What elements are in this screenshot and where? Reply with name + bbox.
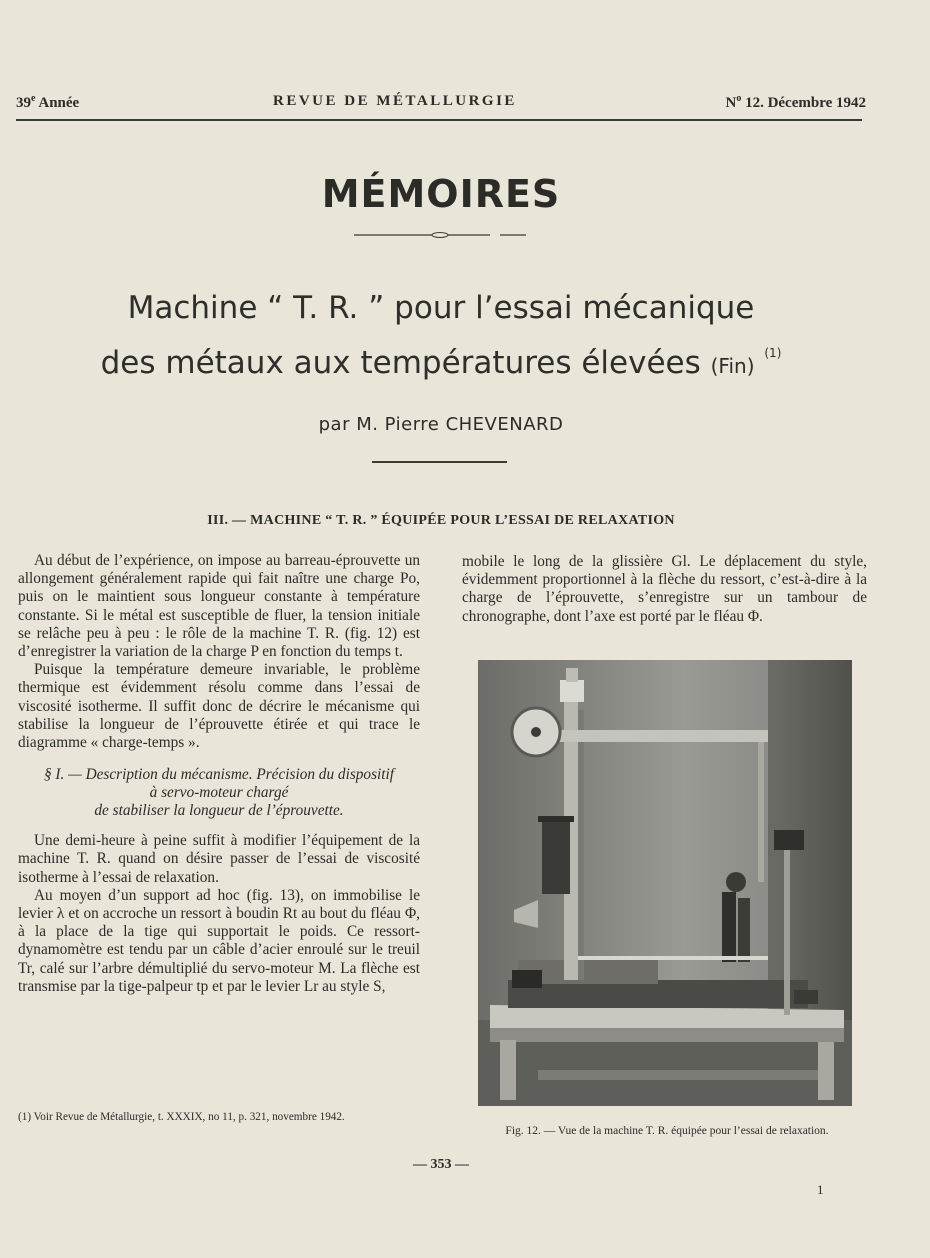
- header-journal: REVUE DE MÉTALLURGIE: [273, 93, 517, 109]
- subsection-heading-line: à servo-moteur chargé: [149, 784, 289, 802]
- corner-mark: 1: [817, 1182, 824, 1197]
- article-title-line1: Machine “ T. R. ” pour l’essai mécanique: [127, 290, 755, 326]
- chapter-heading: III. — MACHINE “ T. R. ” ÉQUIPÉE POUR L’ESSAI DE RELAXATION: [207, 513, 675, 528]
- figure-caption: Fig. 12. — Vue de la machine T. R. équipée pour l’essai de relaxation.: [505, 1125, 829, 1137]
- paragraph: Une demi-heure à peine suffit à modifier l’équipement de la machine T. R. quand on désire passer de l’essai de viscosité isotherme à l’essai de relaxation.: [18, 832, 420, 886]
- title-rule: [372, 461, 507, 463]
- article-title-line2-text: des métaux aux températures élevées: [100, 345, 701, 381]
- paragraph: Au début de l’expérience, on impose au barreau-éprouvette un allongement généralement rapide qui fait naître une charge Po, puis on le maintient sous longueur constante à température constante. Si le métal est susceptible de fluer, la tension initiale se relâche peu à peu : le rôle de la machine T. R. (fig. 12) est d’enregistrer la variation de la charge P en fonction du temps t.: [18, 552, 420, 661]
- section-title: MÉMOIRES: [321, 172, 561, 216]
- header-year: 39e Année: [16, 93, 80, 111]
- ornament-divider: [350, 228, 530, 242]
- paragraph: Puisque la température demeure invariable, le problème thermique est évidemment résolu comme dans l’essai de viscosité isotherme. Il suffit donc de décrire le mécanisme qui stabilise la longueur de l’éprouvette étirée et qui trace le diagramme « charge-temps ».: [18, 661, 420, 752]
- header-issue: $N^o$ 12. Décembre 1942: [725, 93, 866, 111]
- machine-photograph: [478, 660, 852, 1106]
- article-title-fin: (Fin): [710, 354, 755, 378]
- subsection-heading-line: § I. — Description du mécanisme. Précision du dispositif: [43, 766, 395, 784]
- right-column: [462, 553, 867, 626]
- author-line: par M. Pierre CHEVENARD: [318, 414, 564, 435]
- footnote: (1) Voir Revue de Métallurgie, t. XXXIX, no 11, p. 321, novembre 1942.: [18, 1111, 345, 1123]
- paragraph: mobile le long de la glissière Gl. Le déplacement du style, évidemment proportionnel à la flèche du ressort, c’est-à-dire à la charge de l’éprouvette, s’enregistre sur un tambour de chronographe, dont l’axe est porté par le fléau Φ.: [462, 553, 867, 625]
- article-title-footnote-mark: (1): [764, 346, 782, 360]
- subsection-heading-line: de stabiliser la longueur de l’éprouvette.: [94, 802, 344, 820]
- header-rule: [16, 119, 862, 121]
- left-column: [18, 552, 420, 996]
- page-number: — 353 —: [413, 1157, 469, 1172]
- subsection-heading: [18, 766, 420, 820]
- paragraph: Au moyen d’un support ad hoc (fig. 13), on immobilise le levier λ et on accroche un ressort à boudin Rt au bout du fléau Φ, à la place de la tige qui supportait le poids. Ce ressort-dynamomètre est tendu par un câble d’acier enroulé sur le treuil Tr, calé sur l’arbre démultiplié du servo-moteur M. La flèche est transmise par la tige-palpeur tp et par le levier Lr au style S,: [18, 886, 420, 995]
- article-title-line2: [0, 345, 882, 381]
